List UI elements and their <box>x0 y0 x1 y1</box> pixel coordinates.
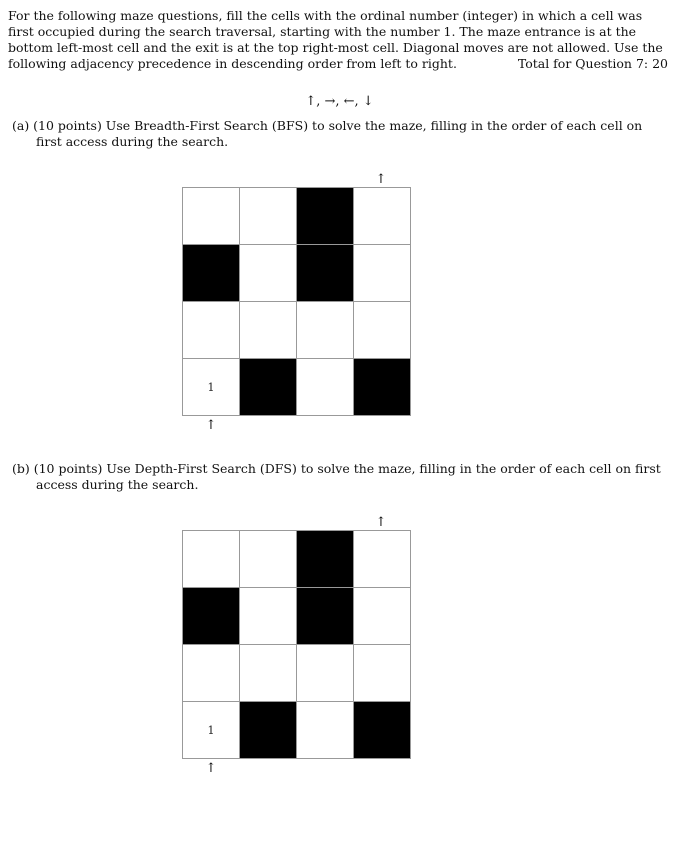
entrance-arrow-icon: ↑ <box>205 761 217 776</box>
maze-open-cell[interactable] <box>297 302 354 359</box>
maze-open-cell[interactable] <box>354 645 411 702</box>
maze-wall-cell <box>240 702 297 759</box>
maze-open-cell[interactable] <box>240 588 297 645</box>
intro-line-3: bottom left-most cell and the exit is at the top right-most cell. Diagonal moves are not allowed. Use the <box>8 40 663 55</box>
maze-wall-cell <box>354 702 411 759</box>
maze-open-cell[interactable] <box>297 645 354 702</box>
maze-open-cell[interactable] <box>354 531 411 588</box>
question-total: Total for Question 7: 20 <box>517 56 668 71</box>
part-a-line-1: (a) (10 points) Use Breadth-First Search (BFS) to solve the maze, filling in the order of each cell on <box>12 118 643 133</box>
part-b-line-2: access during the search. <box>36 477 199 492</box>
part-b-prompt <box>12 461 661 493</box>
maze-open-cell[interactable] <box>354 302 411 359</box>
maze-open-cell[interactable] <box>240 645 297 702</box>
maze-wall-cell <box>240 359 297 416</box>
exit-arrow-icon: ↑ <box>375 515 387 530</box>
maze-open-cell[interactable] <box>354 188 411 245</box>
maze-entrance-cell[interactable]: 1 <box>183 702 240 759</box>
part-a-prompt <box>12 118 643 150</box>
maze-entrance-cell[interactable]: 1 <box>183 359 240 416</box>
maze-wall-cell <box>183 245 240 302</box>
maze-wall-cell <box>297 188 354 245</box>
maze-open-cell[interactable] <box>240 531 297 588</box>
entrance-arrow-icon: ↑ <box>205 418 217 433</box>
maze-wall-cell <box>297 531 354 588</box>
maze-open-cell[interactable] <box>354 245 411 302</box>
part-b-line-1: (b) (10 points) Use Depth-First Search (DFS) to solve the maze, filling in the order of each cell on first <box>12 461 661 476</box>
part-a-line-2: first access during the search. <box>36 134 229 149</box>
adjacency-precedence: ↑, →, ←, ↓ <box>305 94 374 109</box>
maze-open-cell[interactable] <box>183 188 240 245</box>
maze-open-cell[interactable] <box>297 359 354 416</box>
intro-line-2: first occupied during the search traversal, starting with the number 1. The maze entrance is at the <box>8 24 637 39</box>
maze-wall-cell <box>297 588 354 645</box>
maze-open-cell[interactable] <box>297 702 354 759</box>
maze-open-cell[interactable] <box>183 302 240 359</box>
maze-open-cell[interactable] <box>183 645 240 702</box>
maze-open-cell[interactable] <box>240 302 297 359</box>
maze-wall-cell <box>183 588 240 645</box>
maze-wall-cell <box>297 245 354 302</box>
dfs-maze-grid <box>182 530 411 759</box>
maze-open-cell[interactable] <box>183 531 240 588</box>
maze-open-cell[interactable] <box>240 245 297 302</box>
bfs-maze-grid <box>182 187 411 416</box>
maze-wall-cell <box>354 359 411 416</box>
intro-line-1: For the following maze questions, fill the cells with the ordinal number (integer) in which a cell was <box>8 8 643 23</box>
intro-line-4: following adjacency precedence in descending order from left to right. <box>8 56 457 71</box>
maze-open-cell[interactable] <box>240 188 297 245</box>
exit-arrow-icon: ↑ <box>375 172 387 187</box>
question-intro <box>8 8 668 72</box>
intro-line-4-row <box>8 56 668 72</box>
maze-open-cell[interactable] <box>354 588 411 645</box>
